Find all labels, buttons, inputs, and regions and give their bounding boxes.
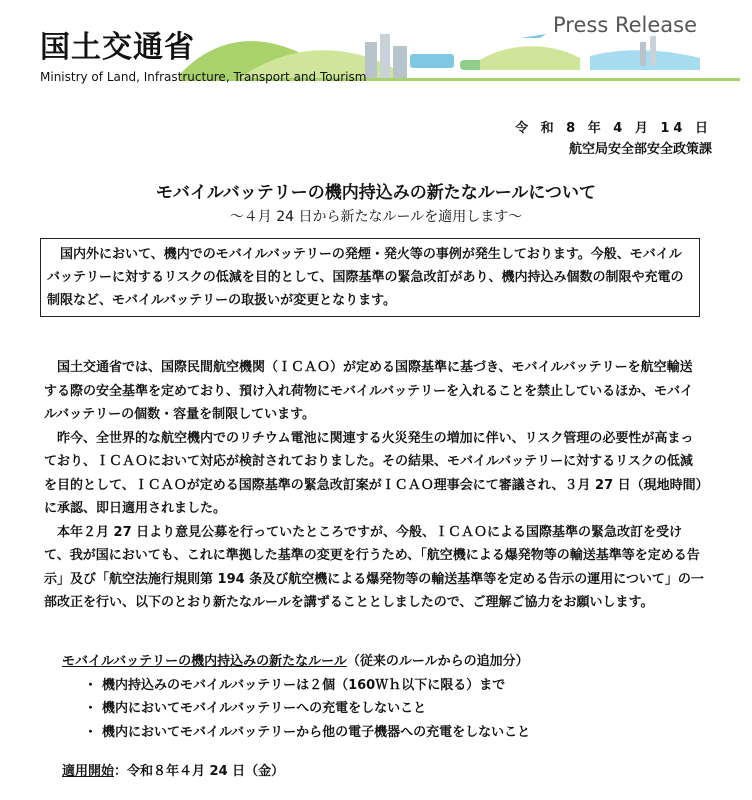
- bullet: ・: [84, 677, 98, 693]
- effective-date: [62, 762, 284, 782]
- header: [0, 0, 752, 100]
- rules-heading-note: （従来のルールからの追加分）: [346, 654, 529, 669]
- body-paragraph: 昨今、全世界的な航空機内でのリチウム電池に関連する火災発生の増加に伴い、リスク管理の必要性が高まっており、ＩＣＡＯにおいて対応が検討されておりました。その結果、モバイルバッテリーに対するリスクの低減を目的として、ＩＣＡＯが定める国際基準の緊急改訂案がＩＣＡＯ理事会にて審議され、３月 27 日（現地時間）に承認、即日適用されました。: [44, 430, 703, 516]
- bullet: ・: [84, 724, 98, 740]
- list-item: [84, 721, 712, 745]
- rules-heading: モバイルバッテリーの機内持込みの新たなルール: [62, 654, 347, 669]
- rule-text: 機内持込みのモバイルバッテリーは２個（160Ｗｈ以下に限る）まで: [102, 677, 506, 693]
- list-item: [84, 674, 712, 698]
- new-rules-section: [62, 650, 712, 744]
- release-date: 令 和 8 年 4 月 14 日: [515, 121, 712, 136]
- bullet: ・: [84, 701, 98, 716]
- issuing-department: 航空局安全部安全政策課: [568, 142, 712, 157]
- press-release-label: Press Release: [553, 13, 697, 37]
- rules-heading-line: [62, 650, 712, 674]
- summary-box: 国内外において、機内でのモバイルバッテリーの発煙・発火等の事例が発生しております。今般、モバイルバッテリーに対するリスクの低減を目的として、国際基準の緊急改訂があり、機内持込み個数の制限や充電の制限など、モバイルバッテリーの取扱いが変更となります。: [40, 238, 700, 317]
- body-paragraph: 国土交通省では、国際民間航空機関（ＩＣＡＯ）が定める国際基準に基づき、モバイルバッテリーを航空輸送する際の安全基準を定めており、預け入れ荷物にモバイルバッテリーを入れることを禁止しているほか、モバイルバッテリーの個数・容量を制限しています。: [44, 360, 694, 422]
- ministry-name-en: Ministry of Land, Infrastructure, Transport and Tourism: [40, 70, 367, 84]
- document-subtitle: ～４月 24 日から新たなルールを適用します～: [229, 209, 523, 225]
- rules-list: [62, 674, 712, 745]
- effective-date-label: 適用開始: [62, 764, 115, 779]
- list-item: [84, 697, 712, 721]
- date-block: [515, 118, 712, 160]
- effective-date-value: ：令和８年４月 24 日（金）: [114, 764, 285, 779]
- ministry-logo-jp: 国土交通省: [40, 30, 195, 65]
- body-paragraph: 本年２月 27 日より意見公募を行っていたところですが、今般、ＩＣＡＯによる国際基準の緊急改訂を受けて、我が国においても、これに準拠した基準の変更を行うため、「航空機による爆発物等の輸送基準等を定める告示」及び「航空法施行規則第 194 条及び航空機による爆発物等の輸送基準等を定める告示の運用について」の一部改正を行い、以下のとおり新たなルールを講ずることとしましたので、ご理解ご協力をお願いします。: [44, 524, 704, 610]
- document-title: モバイルバッテリーの機内持込みの新たなルールについて: [155, 183, 597, 203]
- rule-text: 機内においてモバイルバッテリーから他の電子機器への充電をしないこと: [102, 724, 531, 740]
- body-text: [44, 356, 704, 615]
- rule-text: 機内においてモバイルバッテリーへの充電をしないこと: [102, 701, 427, 716]
